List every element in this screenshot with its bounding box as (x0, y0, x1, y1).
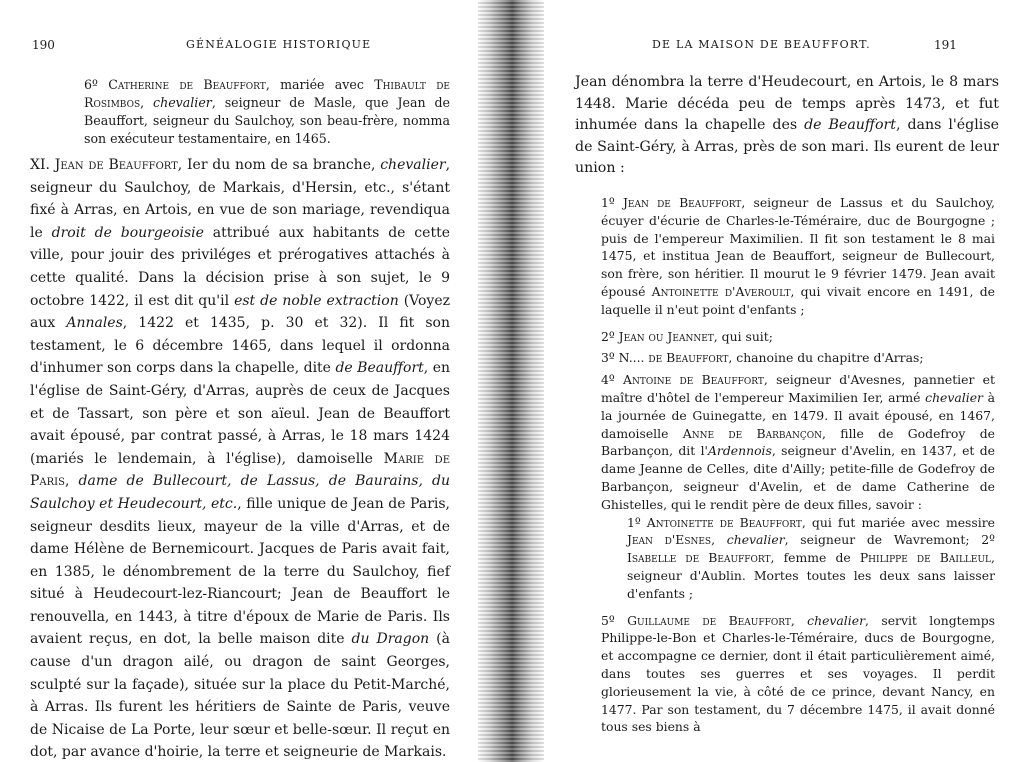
person-name: Catherine de Beauffort (108, 77, 266, 92)
person-name: Antoine de Beauffort (623, 372, 764, 388)
main-paragraph: XI. Jean de Beauffort, Ier du nom de sa branche, chevalier, seigneur du Saulchoy, de Markais, d'Hersin, etc., s'étant fixé à Arras, en Artois, en vue de son mariage, revendiqua le droit de bourgeoisie attribué aux habitants de cette ville, pour jouir des priviléges et prérogatives attachés à cette qualité. Dans la décision prise à son sujet, le 9 octobre 1422, il est dit qu'il est de noble extraction (Voyez aux Annales, 1422 et 1435, p. 30 et 32). Il fit son testament, le 6 décembre 1465, dans lequel il ordonna d'inhumer son corps dans la chapelle, dite de Beauffort, en l'église de Saint-Géry, d'Arras, auprès de ceux de Jacques et de Tassart, son père et son aïeul. Jean de Beauffort avait épousé, par contrat passé, à Arras, le 18 mars 1424 (mariés le lendemain, à l'église), damoiselle Marie de Paris, dame de Bullecourt, de Lassus, de Baurains, du Saulchoy et Heudecourt, etc., fille unique de Jean de Paris, seigneur desdits lieux, mayeur de la ville d'Arras, et de dame Hélène de Bernemicourt. Jacques de Paris avait fait, en 1385, le dénombrement de la terre du Saulchoy, fief situé à Heudecourt-lez-Riancourt; Jean de Beauffort le renouvella, en 1443, à titre d'époux de Marie de Paris. Ils avaient reçus, en dot, la belle maison dite du Dragon (à cause d'un dragon ailé, ou dragon de saint Georges, sculpté sur la façade), située sur la place du Petit-Marché, à Arras. Ils furent les héritiers de Sainte de Paris, veuve de Nicaise de La Porte, leur sœur et belle-sœur. Il reçut en dot, par avance d'hoirie, la terre et seigneurie de Markais. (30, 157, 451, 761)
list-item: 3º N.... de Beauffort, chanoine du chapitre d'Arras; (601, 350, 924, 366)
left-page (0, 0, 492, 762)
sub-list-daughters: 1º Antoinette de Beauffort, qui fut mariée avec messire Jean d'Esnes, chevalier, seigneur de Wavremont; 2º Isabelle de Beauffort, femme de Philippe de Bailleul, seigneur d'Aublin. Mortes toutes les deux sans laisser d'enfants ; (627, 514, 995, 601)
person-name: N.... de Beauffort (618, 350, 729, 366)
person-name: Jean d'Esnes (627, 532, 712, 548)
person-name: Thibault de Rosimbos (84, 77, 450, 110)
right-page (532, 0, 1024, 762)
person-name: Antoinette d'Averoult (651, 283, 791, 299)
list-item: 4º Antoine de Beauffort, seigneur d'Avesnes, pannetier et maître d'hôtel de l'empereur Maximilien Ier, armé chevalier à la journée de Guinegatte, en 1479. Il avait épousé, en 1467, damoiselle Anne de Barbançon, fille de Godefroy de Barbançon, dit l'Ardennois, seigneur d'Avelin, en 1437, et de dame Jeanne de Celles, dite d'Ailly; petite-fille de Godefroy de Barbançon, seigneur d'Avelin, et de dame Catherine de Ghistelles, qui le rendit père de deux filles, savoir : 1º Antoinette de Beauffort, qui fut mariée avec messire Jean d'Esnes, chevalier, seigneur de Wavremont; 2º Isabelle de Beauffort, femme de Philippe de Bailleul, seigneur d'Aublin. Mortes toutes les deux sans laisser d'enfants ; (601, 372, 995, 601)
intro-paragraph: Jean dénombra la terre d'Heudecourt, en Artois, le 8 mars 1448. Marie décéda peu de temps après 1473, et fut inhumée dans la chapelle des de Beauffort, dans l'église de Saint-Géry, à Arras, près de son mari. Ils eurent de leur union : (575, 74, 1000, 176)
running-head: GÉNÉALOGIE HISTORIQUE (186, 38, 372, 51)
list-item: 1º Jean de Beauffort, seigneur de Lassus et du Saulchoy, écuyer d'écurie de Charles-le-Téméraire, duc de Bourgogne ; puis de l'empereur Maximilien. Il fit son testament le 8 mai 1475, et institua Jean de Beauffort, seigneur de Bullecourt, son frère, son héritier. Il mourut le 9 février 1479. Jean avait épousé Antoinette d'Averoult, qui vivait encore en 1491, de laquelle il n'eut point d'enfants ; (601, 195, 995, 317)
list-item: 5º Guillaume de Beauffort, chevalier, servit longtemps Philippe-le-Bon et Charles-le-Téméraire, ducs de Bourgogne, et accompagne ce dernier, dont il était particulièrement aimé, dans toutes ses guerres et ses voyages. Il perdit glorieusement la vie, à côté de ce prince, devant Nancy, en 1477. Par son testament, du 7 décembre 1475, il avait donné tous ses biens à (601, 612, 995, 735)
list-item: 2º Jean ou Jeannet, qui suit; (601, 328, 773, 344)
person-name: Jean ou Jeannet (618, 328, 714, 344)
person-name: Anne de Barbançon (682, 425, 823, 441)
person-name: Isabelle de Beauffort (627, 550, 771, 566)
person-name: Marie de Paris (30, 450, 450, 490)
note-paragraph: 6º Catherine de Beauffort, mariée avec Thibault de Rosimbos, chevalier, seigneur de Masle, que Jean de Beauffort, seigneur du Saulchoy, son beau-frère, nomma son exécuteur testamentaire, en 1465. (84, 77, 450, 146)
person-name: Jean de Beauffort (622, 195, 742, 210)
page-number: 190 (32, 38, 55, 52)
page-number: 191 (934, 38, 957, 52)
person-name: Jean de Beauffort (54, 157, 178, 173)
person-name: Guillaume de Beauffort (627, 612, 791, 628)
person-name: Philippe de Bailleul (859, 550, 992, 566)
running-head: DE LA MAISON DE BEAUFFORT. (652, 38, 871, 51)
children-list (601, 194, 995, 745)
person-name: Antoinette de Beauffort (646, 514, 802, 530)
